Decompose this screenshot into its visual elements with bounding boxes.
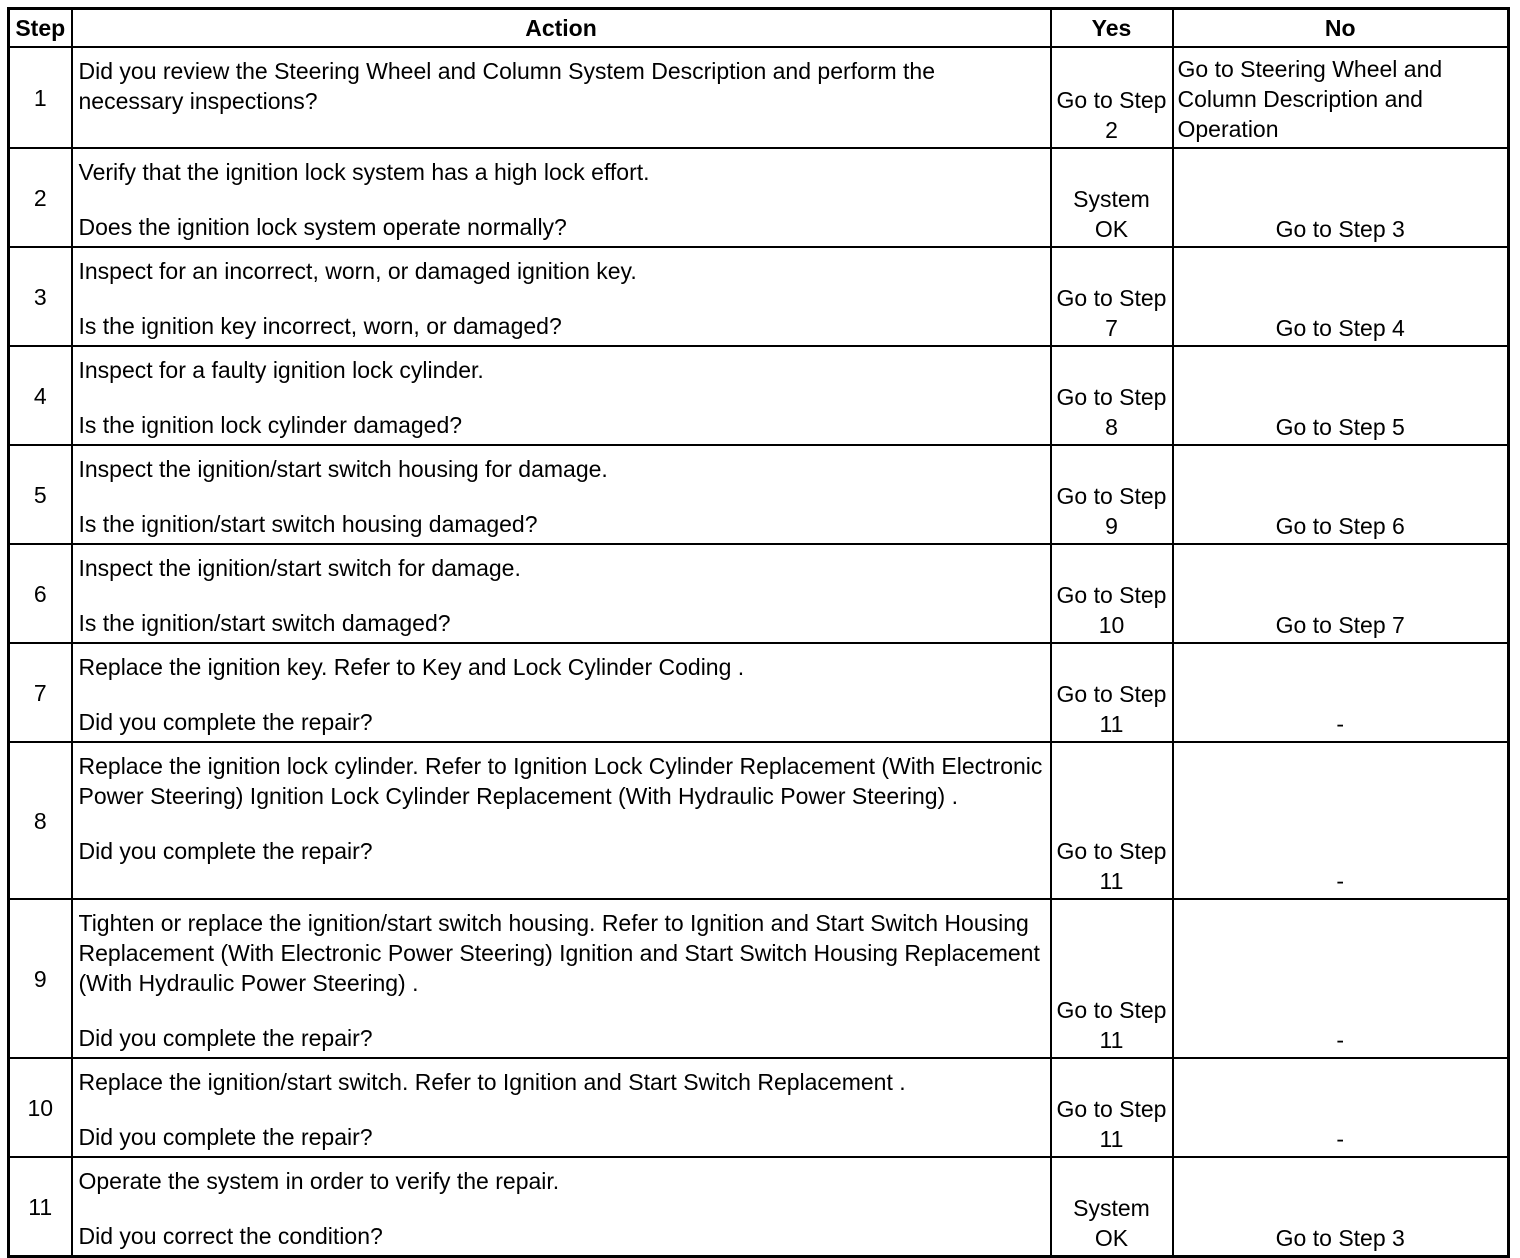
header-action: Action [72,9,1051,48]
table-row [9,346,1509,445]
action-question: Does the ignition lock system operate normally? [78,214,567,240]
no-cell: Go to Step 3 [1173,148,1509,247]
action-instruction: Inspect for a faulty ignition lock cylinder. [78,357,484,383]
no-cell: - [1173,742,1509,899]
table-row [9,1157,1509,1257]
no-cell: Go to Step 4 [1173,247,1509,346]
header-step: Step [9,9,72,48]
action-question: Is the ignition/start switch housing damaged? [78,511,538,537]
yes-cell: Go to Step 2 [1051,47,1173,148]
action-question: Is the ignition key incorrect, worn, or damaged? [78,313,562,339]
table-row [9,1058,1509,1157]
no-cell: Go to Steering Wheel and Column Description and Operation [1173,47,1509,148]
yes-cell: Go to Step 8 [1051,346,1173,445]
table-row [9,899,1509,1058]
action-question: Did you complete the repair? [78,838,373,864]
step-number: 2 [9,148,72,247]
action-instruction: Verify that the ignition lock system has a high lock effort. [78,159,650,185]
step-number: 8 [9,742,72,899]
action-cell [72,742,1051,899]
action-question: Is the ignition/start switch damaged? [78,610,451,636]
step-number: 7 [9,643,72,742]
action-instruction: Tighten or replace the ignition/start switch housing. Refer to Ignition and Start Switch Housing Replacement (With Electronic Power Steering) Ignition and Start Switch Housing Replacement (With Hydraulic Power Steering) . [78,910,1040,996]
action-instruction: Did you review the Steering Wheel and Column System Description and perform the necessary inspections? [78,58,936,114]
action-cell [72,643,1051,742]
yes-cell: Go to Step 7 [1051,247,1173,346]
action-cell [72,47,1051,148]
table-row [9,247,1509,346]
header-row [9,9,1509,48]
action-question: Did you complete the repair? [78,1025,373,1051]
yes-cell: Go to Step 11 [1051,899,1173,1058]
action-question: Is the ignition lock cylinder damaged? [78,412,463,438]
header-yes: Yes [1051,9,1173,48]
step-number: 6 [9,544,72,643]
yes-cell: System OK [1051,1157,1173,1257]
action-instruction: Replace the ignition key. Refer to Key and Lock Cylinder Coding . [78,654,745,680]
yes-cell: Go to Step 11 [1051,742,1173,899]
diagnostic-table [7,7,1510,1258]
action-question: Did you correct the condition? [78,1223,383,1249]
no-cell: - [1173,1058,1509,1157]
step-number: 10 [9,1058,72,1157]
yes-cell: Go to Step 11 [1051,1058,1173,1157]
action-instruction: Replace the ignition lock cylinder. Refer to Ignition Lock Cylinder Replacement (With Electronic Power Steering) Ignition Lock Cylinder Replacement (With Hydraulic Power Steering) . [78,753,1043,809]
step-number: 4 [9,346,72,445]
action-instruction: Replace the ignition/start switch. Refer to Ignition and Start Switch Replacement . [78,1069,906,1095]
action-cell [72,1157,1051,1257]
no-cell: Go to Step 7 [1173,544,1509,643]
no-cell: Go to Step 3 [1173,1157,1509,1257]
action-cell [72,899,1051,1058]
table-row [9,445,1509,544]
step-number: 1 [9,47,72,148]
action-instruction: Operate the system in order to verify the repair. [78,1168,560,1194]
yes-cell: Go to Step 11 [1051,643,1173,742]
no-cell: Go to Step 5 [1173,346,1509,445]
action-instruction: Inspect the ignition/start switch for damage. [78,555,521,581]
table-row [9,643,1509,742]
no-cell: - [1173,643,1509,742]
yes-cell: System OK [1051,148,1173,247]
action-question: Did you complete the repair? [78,709,373,735]
no-cell: - [1173,899,1509,1058]
step-number: 5 [9,445,72,544]
table-row [9,148,1509,247]
no-cell: Go to Step 6 [1173,445,1509,544]
table-row [9,742,1509,899]
table-row [9,47,1509,148]
action-instruction: Inspect for an incorrect, worn, or damaged ignition key. [78,258,637,284]
action-cell [72,148,1051,247]
yes-cell: Go to Step 10 [1051,544,1173,643]
action-cell [72,247,1051,346]
action-cell [72,544,1051,643]
action-cell [72,346,1051,445]
step-number: 9 [9,899,72,1058]
table-row [9,544,1509,643]
header-no: No [1173,9,1509,48]
action-instruction: Inspect the ignition/start switch housing for damage. [78,456,608,482]
step-number: 3 [9,247,72,346]
action-cell [72,445,1051,544]
step-number: 11 [9,1157,72,1257]
action-question: Did you complete the repair? [78,1124,373,1150]
yes-cell: Go to Step 9 [1051,445,1173,544]
action-cell [72,1058,1051,1157]
